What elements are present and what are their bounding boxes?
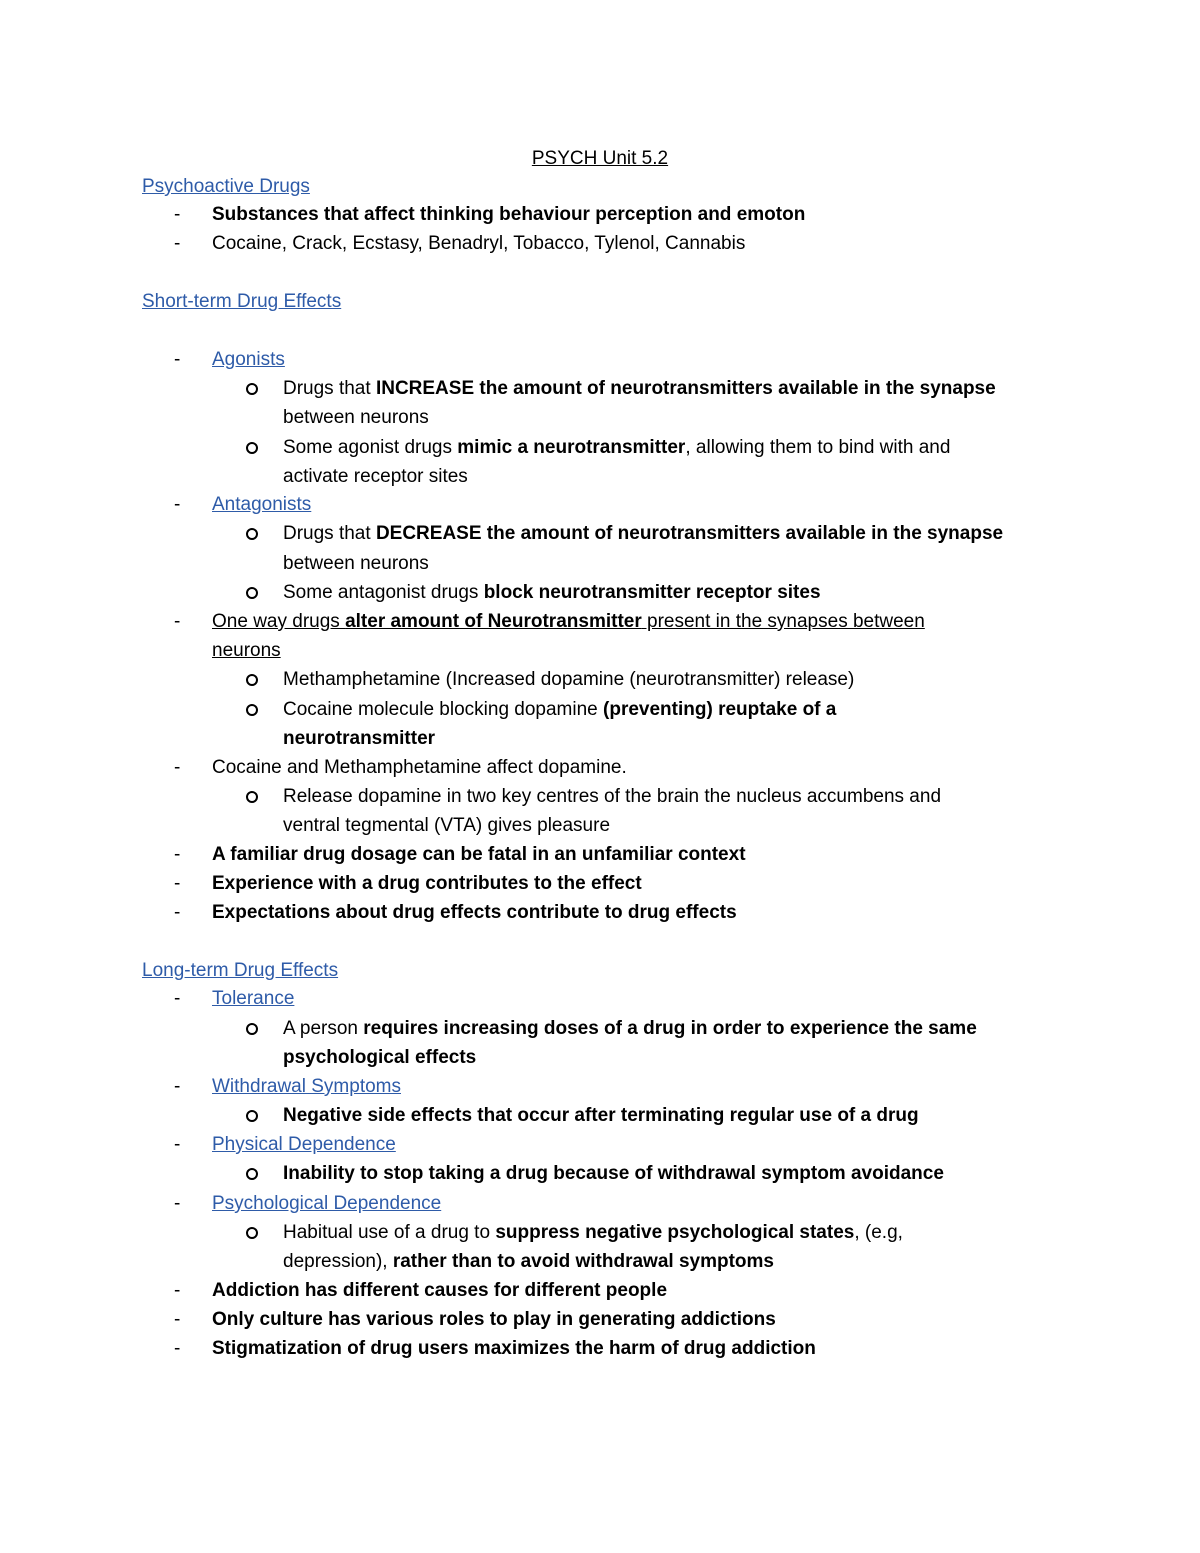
- list-item: Only culture has various roles to play in generating addictions: [212, 1309, 776, 1330]
- subheading-agonists: Agonists: [212, 349, 285, 370]
- subheading-withdrawal: Withdrawal Symptoms: [212, 1076, 401, 1097]
- list-item-continuation: psychological effects: [283, 1047, 477, 1068]
- list-item: Cocaine and Methamphetamine affect dopamine.: [212, 757, 627, 778]
- bullet-circle-icon: [246, 442, 258, 454]
- list-item: A familiar drug dosage can be fatal in an unfamiliar context: [212, 844, 746, 865]
- subheading-psychological-dependence: Psychological Dependence: [212, 1193, 442, 1214]
- list-item: Drugs that DECREASE the amount of neurotransmitters available in the synapse: [283, 523, 1004, 544]
- subheading-antagonists: Antagonists: [212, 494, 312, 515]
- list-item-continuation: activate receptor sites: [283, 466, 468, 487]
- list-item: Negative side effects that occur after terminating regular use of a drug: [283, 1105, 919, 1126]
- bullet-dash: -: [174, 1280, 181, 1301]
- list-item: Some agonist drugs mimic a neurotransmitter, allowing them to bind with and: [283, 437, 951, 458]
- subheading-physical-dependence: Physical Dependence: [212, 1134, 396, 1155]
- bullet-circle-icon: [246, 674, 258, 686]
- list-item-continuation: between neurons: [283, 407, 429, 428]
- list-item: Substances that affect thinking behaviour perception and emoton: [212, 204, 806, 225]
- list-item: Addiction has different causes for different people: [212, 1280, 668, 1301]
- list-item-continuation: depression), rather than to avoid withdrawal symptoms: [283, 1251, 774, 1272]
- bullet-dash: -: [174, 1309, 181, 1330]
- list-item: Some antagonist drugs block neurotransmitter receptor sites: [283, 582, 821, 603]
- bullet-circle-icon: [246, 791, 258, 803]
- bullet-circle-icon: [246, 1227, 258, 1239]
- list-item-continuation: neurons: [212, 640, 281, 661]
- bullet-circle-icon: [246, 528, 258, 540]
- bullet-dash: -: [174, 611, 181, 632]
- bullet-dash: -: [174, 844, 181, 865]
- list-item-continuation: between neurons: [283, 553, 429, 574]
- bullet-circle-icon: [246, 1110, 258, 1122]
- bullet-dash: -: [174, 902, 181, 923]
- list-item: Experience with a drug contributes to the effect: [212, 873, 642, 894]
- bullet-dash: -: [174, 1338, 181, 1359]
- bullet-dash: -: [174, 1134, 181, 1155]
- bullet-dash: -: [174, 988, 181, 1009]
- list-item: A person requires increasing doses of a drug in order to experience the same: [283, 1018, 977, 1039]
- bullet-dash: -: [174, 494, 181, 515]
- list-item: Methamphetamine (Increased dopamine (neurotransmitter) release): [283, 669, 855, 690]
- bullet-dash: -: [174, 204, 181, 225]
- bullet-circle-icon: [246, 704, 258, 716]
- bullet-dash: -: [174, 757, 181, 778]
- section-heading-psychoactive: Psychoactive Drugs: [142, 176, 310, 197]
- bullet-circle-icon: [246, 1168, 258, 1180]
- bullet-circle-icon: [246, 383, 258, 395]
- list-item: Cocaine molecule blocking dopamine (preventing) reuptake of a: [283, 699, 837, 720]
- list-item-continuation: ventral tegmental (VTA) gives pleasure: [283, 815, 611, 836]
- list-item: Habitual use of a drug to suppress negative psychological states, (e.g,: [283, 1222, 903, 1243]
- list-item: Stigmatization of drug users maximizes the harm of drug addiction: [212, 1338, 816, 1359]
- list-item: Drugs that INCREASE the amount of neurotransmitters available in the synapse: [283, 378, 996, 399]
- list-item: Release dopamine in two key centres of the brain the nucleus accumbens and: [283, 786, 942, 807]
- bullet-dash: -: [174, 233, 181, 254]
- page-title: PSYCH Unit 5.2: [531, 148, 669, 169]
- section-heading-long-term: Long-term Drug Effects: [142, 960, 339, 981]
- subheading-tolerance: Tolerance: [212, 988, 295, 1009]
- list-item: Inability to stop taking a drug because of withdrawal symptom avoidance: [283, 1163, 944, 1184]
- list-item: Cocaine, Crack, Ecstasy, Benadryl, Tobacco, Tylenol, Cannabis: [212, 233, 746, 254]
- bullet-dash: -: [174, 1193, 181, 1214]
- list-item: One way drugs alter amount of Neurotransmitter present in the synapses between: [212, 611, 925, 632]
- bullet-dash: -: [174, 1076, 181, 1097]
- section-heading-short-term: Short-term Drug Effects: [142, 291, 342, 312]
- bullet-circle-icon: [246, 1023, 258, 1035]
- bullet-dash: -: [174, 349, 181, 370]
- bullet-dash: -: [174, 873, 181, 894]
- bullet-circle-icon: [246, 587, 258, 599]
- list-item-continuation: neurotransmitter: [283, 728, 436, 749]
- list-item: Expectations about drug effects contribute to drug effects: [212, 902, 737, 923]
